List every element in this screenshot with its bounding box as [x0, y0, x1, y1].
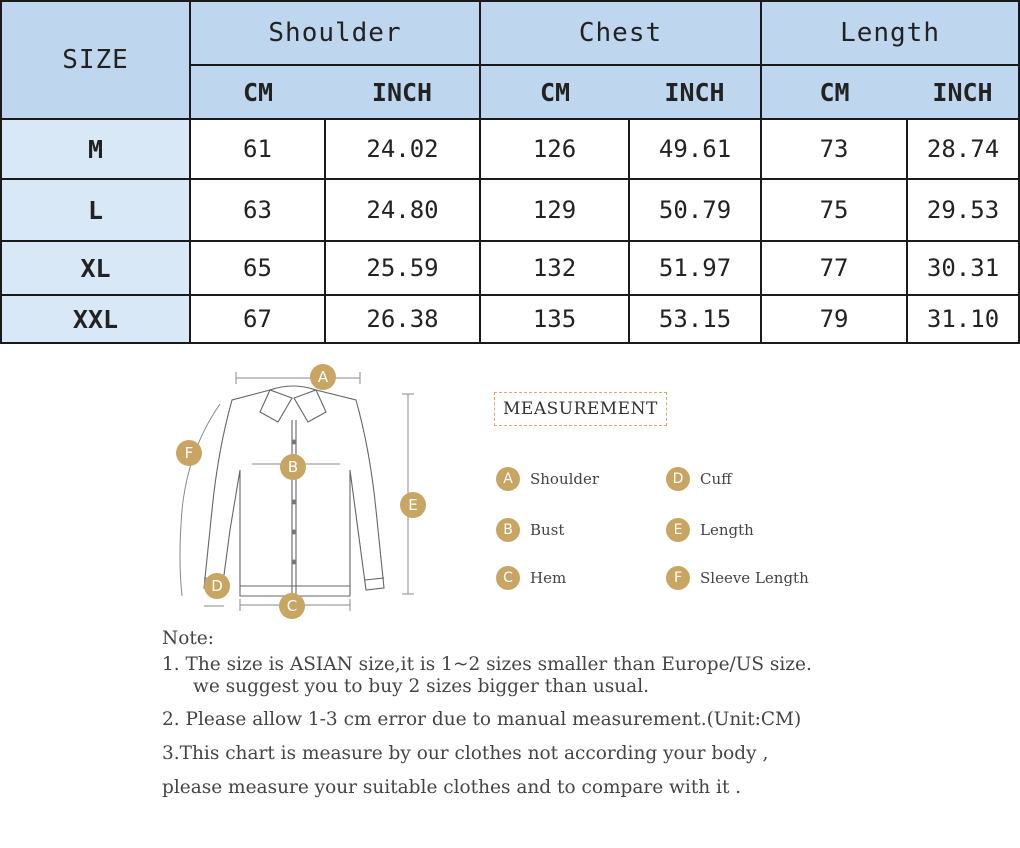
- note-line-4: please measure your suitable clothes and to compare with it .: [162, 777, 742, 798]
- badge-d-icon: D: [204, 573, 230, 599]
- legend-label: Sleeve Length: [700, 569, 809, 587]
- length-header: Length: [761, 1, 1019, 65]
- unit-header: INCH: [325, 65, 480, 119]
- badge-e-icon: E: [400, 492, 426, 518]
- legend-label: Length: [700, 521, 754, 539]
- badge-e-icon: E: [666, 518, 690, 542]
- legend-item-length: [666, 518, 754, 542]
- badge-a-icon: A: [496, 467, 520, 491]
- notes-heading: Note:: [162, 628, 214, 649]
- table-cell: 26.38: [325, 295, 480, 343]
- table-cell: 79: [761, 295, 907, 343]
- badge-b-icon: B: [280, 454, 306, 480]
- table-cell: 75: [761, 179, 907, 241]
- note-line-1b: we suggest you to buy 2 sizes bigger than usual.: [193, 676, 650, 697]
- notes-section: [162, 628, 922, 799]
- table-cell: 73: [761, 119, 907, 179]
- table-cell: 63: [190, 179, 325, 241]
- legend-label: Hem: [530, 569, 567, 587]
- table-cell: 49.61: [629, 119, 761, 179]
- note-line-2: 2. Please allow 1-3 cm error due to manual measurement.(Unit:CM): [162, 709, 802, 730]
- note-line-1: 1. The size is ASIAN size,it is 1~2 sizes smaller than Europe/US size.: [162, 654, 812, 675]
- legend-item-bust: [496, 518, 564, 542]
- table-cell: 51.97: [629, 241, 761, 295]
- table-cell: 126: [480, 119, 629, 179]
- table-cell: 77: [761, 241, 907, 295]
- table-cell: 31.10: [907, 295, 1019, 343]
- badge-a-icon: A: [310, 364, 336, 390]
- note-line-3: 3.This chart is measure by our clothes not according your body ,: [162, 743, 769, 764]
- legend-label: Shoulder: [530, 470, 600, 488]
- unit-header: CM: [761, 65, 907, 119]
- table-cell: 50.79: [629, 179, 761, 241]
- table-cell: 132: [480, 241, 629, 295]
- table-cell: 129: [480, 179, 629, 241]
- size-label: XXL: [1, 295, 190, 343]
- badge-c-icon: C: [279, 593, 305, 619]
- table-cell: 67: [190, 295, 325, 343]
- legend-label: Bust: [530, 521, 565, 539]
- table-cell: 24.80: [325, 179, 480, 241]
- unit-header: CM: [480, 65, 629, 119]
- size-label: M: [1, 119, 190, 179]
- measurement-title: MEASUREMENT: [494, 392, 667, 426]
- size-header: SIZE: [1, 1, 190, 119]
- table-cell: 65: [190, 241, 325, 295]
- unit-header: INCH: [907, 65, 1019, 119]
- legend-item-shoulder: [496, 467, 599, 491]
- table-cell: 53.15: [629, 295, 761, 343]
- table-cell: 61: [190, 119, 325, 179]
- shirt-diagram: [160, 360, 450, 625]
- legend-item-cuff: [666, 467, 732, 491]
- legend-item-hem: [496, 566, 566, 590]
- table-cell: 30.31: [907, 241, 1019, 295]
- size-label: L: [1, 179, 190, 241]
- table-row: [1, 241, 1019, 295]
- table-row: [1, 295, 1019, 343]
- table-cell: 135: [480, 295, 629, 343]
- size-label: XL: [1, 241, 190, 295]
- badge-b-icon: B: [496, 518, 520, 542]
- badge-f-icon: F: [176, 440, 202, 466]
- shoulder-header: Shoulder: [190, 1, 480, 65]
- table-row: [1, 119, 1019, 179]
- unit-header: INCH: [629, 65, 761, 119]
- unit-header: CM: [190, 65, 325, 119]
- table-cell: 24.02: [325, 119, 480, 179]
- badge-f-icon: F: [666, 566, 690, 590]
- table-header-row: [1, 1, 1019, 65]
- chest-header: Chest: [480, 1, 761, 65]
- size-chart-table: [0, 0, 1020, 344]
- table-cell: 25.59: [325, 241, 480, 295]
- table-row: [1, 179, 1019, 241]
- legend-label: Cuff: [700, 470, 732, 488]
- badge-c-icon: C: [496, 566, 520, 590]
- badge-d-icon: D: [666, 467, 690, 491]
- legend-item-sleeve-length: [666, 566, 809, 590]
- table-cell: 29.53: [907, 179, 1019, 241]
- table-cell: 28.74: [907, 119, 1019, 179]
